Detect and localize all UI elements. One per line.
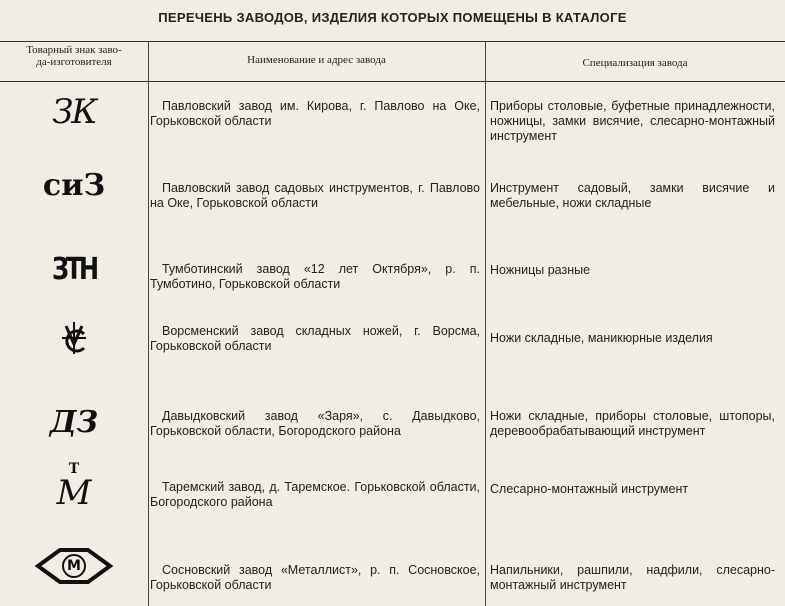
page-title: ПЕРЕЧЕНЬ ЗАВОДОВ, ИЗДЕЛИЯ КОТОРЫХ ПОМЕЩЕНЫ В КАТАЛОГЕ (158, 10, 627, 25)
column-divider-1 (148, 41, 149, 606)
factory-name: Павловский завод им. Кирова, г. Павлово на Оке, Горьковской области (150, 99, 480, 128)
header-bottom-rule (0, 81, 785, 82)
header-mark: Товарный знак заво- да-изготовителя (26, 44, 122, 68)
factory-specialization: Приборы столовые, буфетные принадлежности, ножницы, замки висячие, слесарно-монтажный инструмент (490, 99, 775, 143)
trademark-vs (0, 318, 148, 358)
table-top-rule (0, 41, 785, 42)
column-divider-2 (485, 41, 486, 606)
trademark-dz: ДЗ (49, 405, 99, 440)
factory-name: Таремский завод, д. Таремское. Горьковской области, Богородского района (150, 480, 480, 509)
factory-name: Павловский завод садовых инструментов, г. Павлово на Оке, Горьковской области (150, 181, 480, 210)
trademark-ztn: ЗТН (52, 252, 96, 287)
header-name: Наименование и адрес завода (247, 54, 386, 66)
trademark-tm-top: Т (68, 461, 80, 477)
trademark-siz: сиЗ (42, 168, 106, 203)
factory-name: Сосновский завод «Металлист», р. п. Сосновское, Горьковской области (150, 563, 480, 592)
trademark-m (0, 546, 148, 586)
factory-specialization: Ножи складные, приборы столовые, штопоры, деревообрабатывающий инструмент (490, 409, 775, 438)
trademark-tm-bottom: М (56, 473, 92, 513)
factory-name: Ворсменский завод складных ножей, г. Ворсма, Горьковской области (150, 324, 480, 353)
trademark-m-letter: М (67, 558, 81, 574)
factory-name: Давыдковский завод «Заря», с. Давыдково, Горьковской области, Богородского района (150, 409, 480, 438)
factory-specialization: Инструмент садовый, замки висячие и мебельные, ножи складные (490, 181, 775, 210)
factory-specialization: Напильники, рашпили, надфили, слесарно-монтажный инструмент (490, 563, 775, 592)
trademark-zk: ЗК (52, 92, 96, 132)
factory-name: Тумботинский завод «12 лет Октября», р. п. Тумботино, Горьковской области (150, 262, 480, 291)
factory-specialization: Ножницы разные (490, 263, 591, 277)
factory-specialization: Ножи складные, маникюрные изделия (490, 331, 713, 345)
factory-specialization: Слесарно-монтажный инструмент (490, 482, 689, 496)
vs-monogram-icon (54, 318, 94, 358)
trademark-tm (0, 461, 148, 513)
header-spec: Специализация завода (582, 57, 688, 69)
